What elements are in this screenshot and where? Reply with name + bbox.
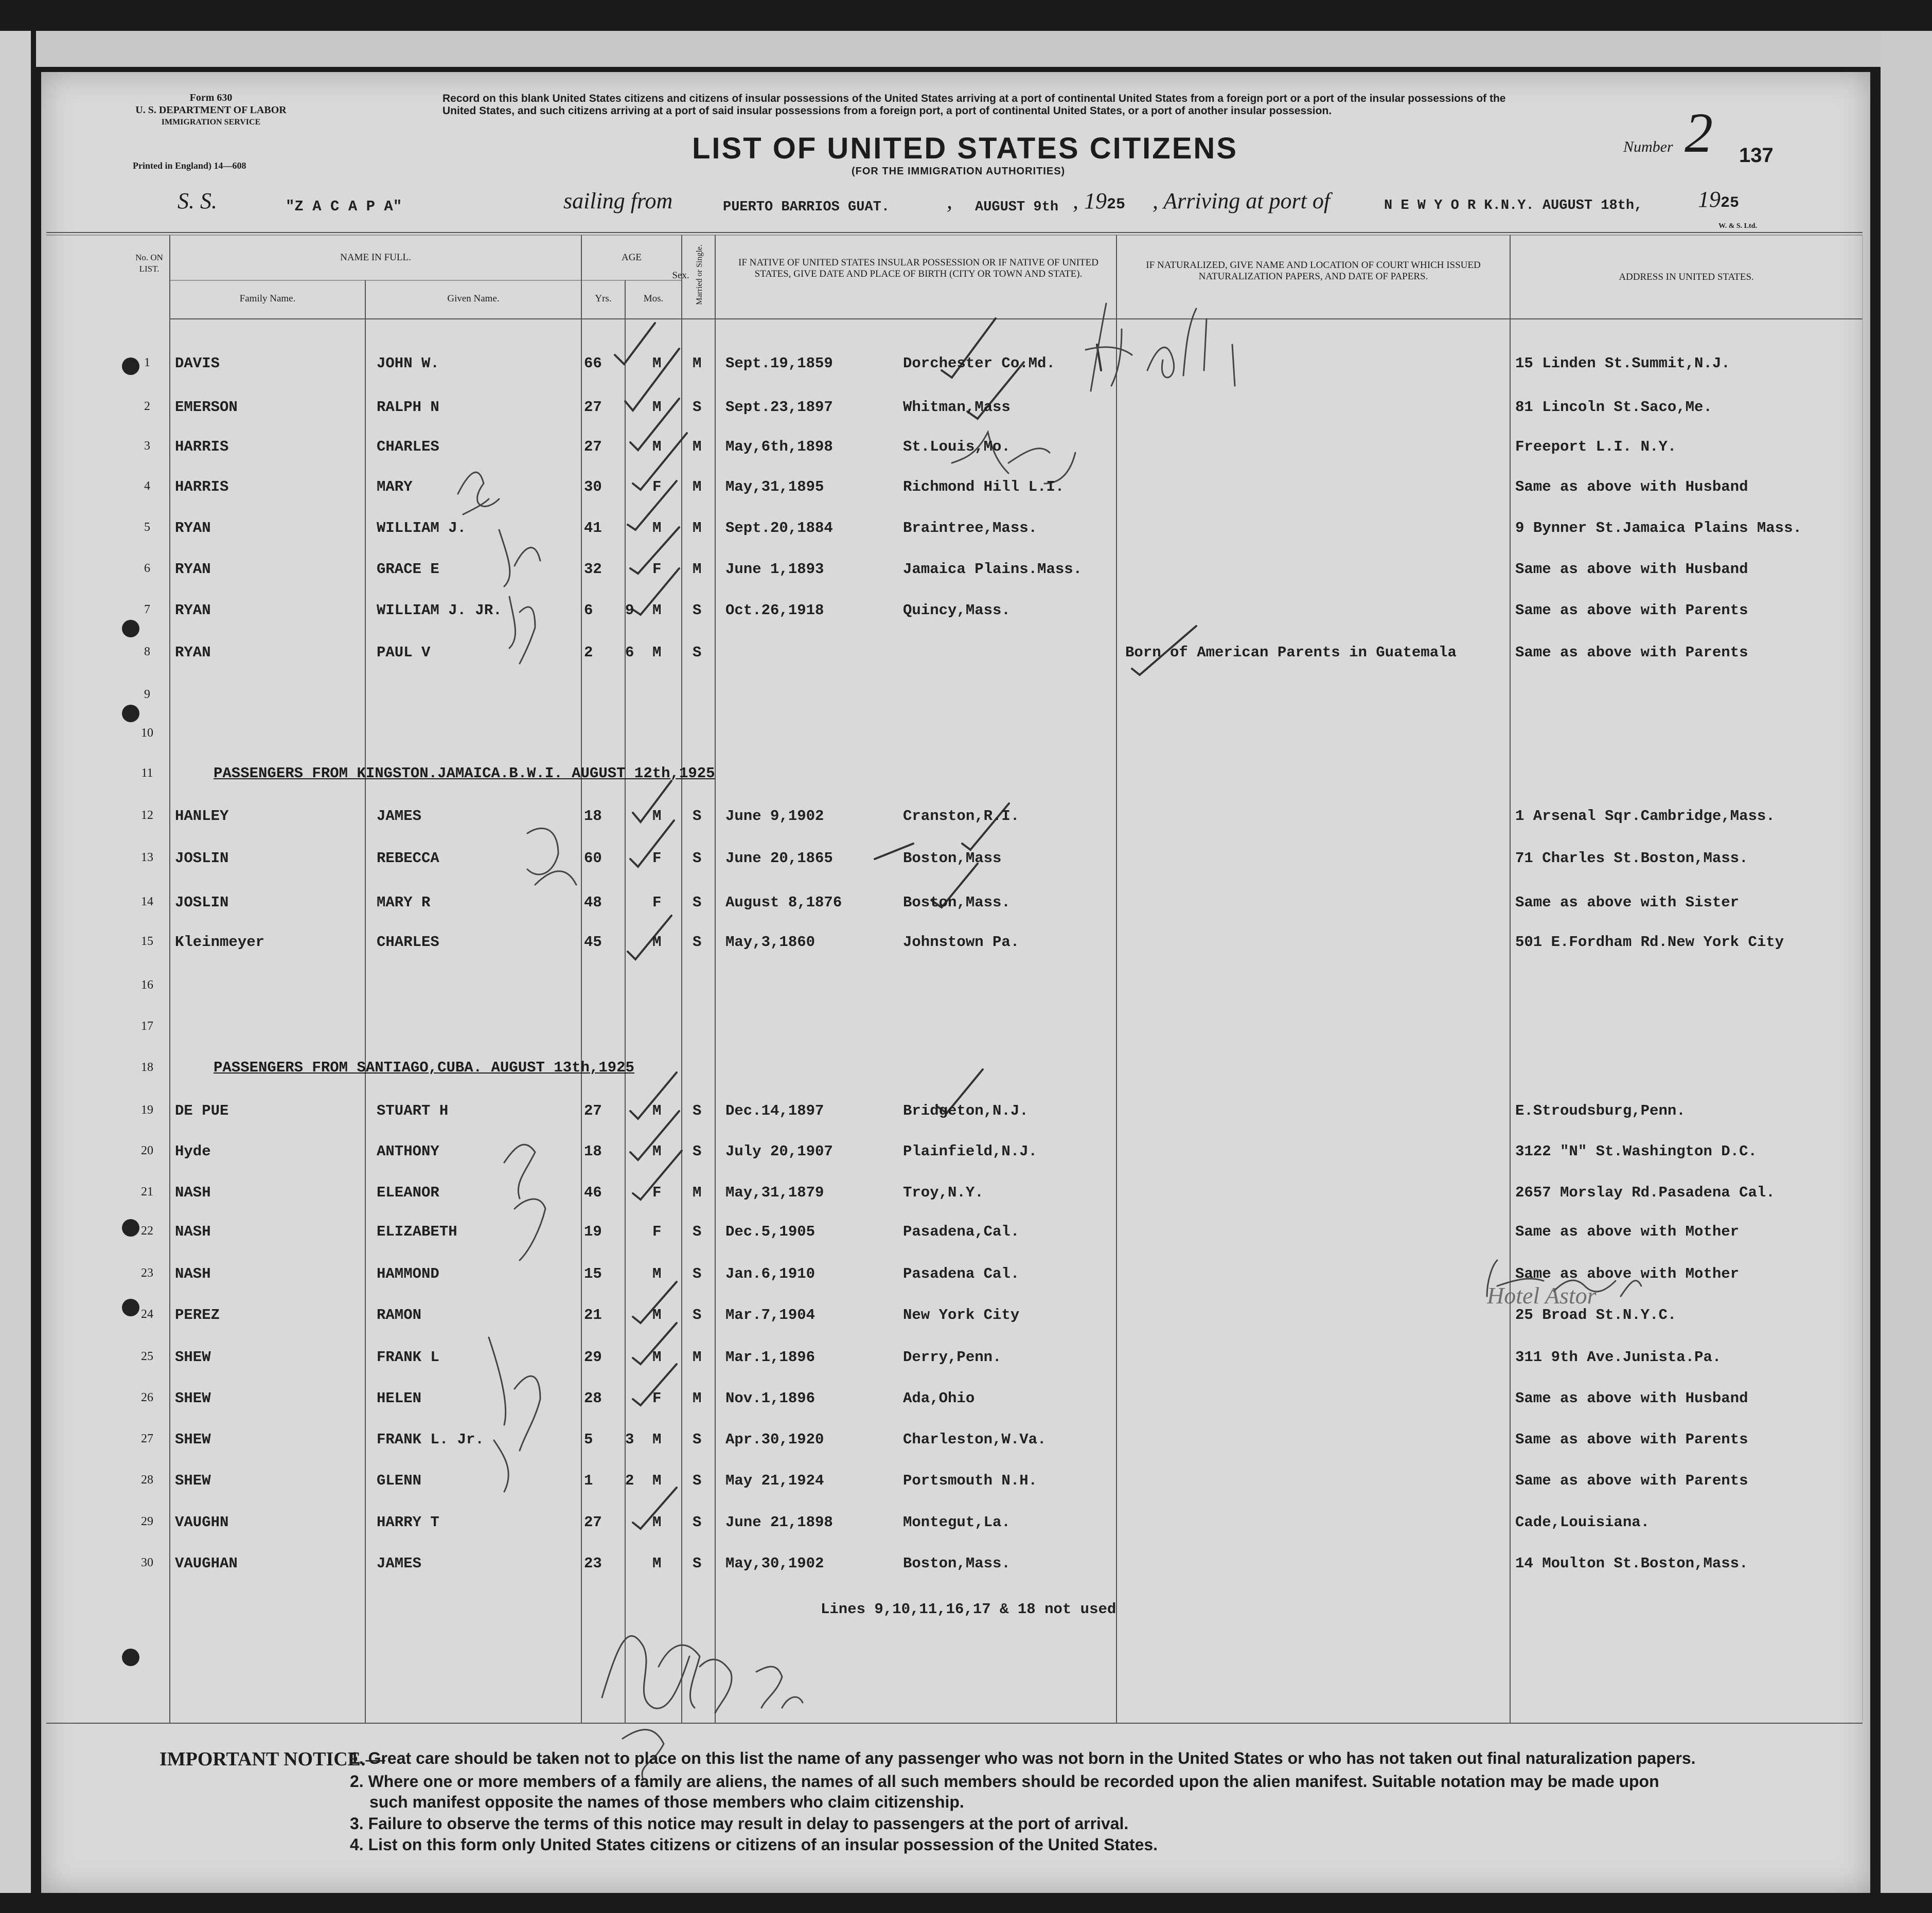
punch-hole (122, 620, 139, 637)
line-number: 13 (141, 851, 153, 864)
cell-family-name: SHEW (175, 1349, 211, 1366)
cell-birth-place: Ada,Ohio (903, 1390, 975, 1407)
punch-hole (122, 705, 139, 722)
line-number: 29 (141, 1515, 153, 1528)
cell-family-name: SHEW (175, 1472, 211, 1489)
cell-family-name: RYAN (175, 644, 211, 661)
cell-age-years: 41 (584, 520, 602, 537)
cell-birth-date: Dec.5,1905 (725, 1223, 816, 1240)
cell-age-years: 60 (584, 850, 602, 867)
cell-sex: M (652, 1265, 662, 1282)
cell-given-name: MARY (377, 478, 413, 495)
cell-age-months: 3 (625, 1431, 634, 1448)
cell-family-name: Hyde (175, 1143, 211, 1160)
cell-age-months: 2 (625, 1472, 634, 1489)
line-number: 27 (141, 1432, 153, 1445)
cell-given-name: ANTHONY (377, 1143, 439, 1160)
line-number: 22 (141, 1224, 153, 1238)
cell-birth-place: Quincy,Mass. (903, 602, 1011, 619)
printer-mark: W. & S. Ltd. (1718, 222, 1757, 230)
cell-address: Same as above with Husband (1515, 561, 1748, 578)
cell-age-years: 2 (584, 644, 593, 661)
cell-sex: M (652, 602, 662, 619)
cell-marital-status: M (693, 1390, 702, 1407)
cell-birth-place: Johnstown Pa. (903, 934, 1020, 951)
punch-hole (122, 1649, 139, 1666)
line-number: 25 (141, 1350, 153, 1363)
cell-address: Same as above with Mother (1515, 1223, 1740, 1240)
adjacent-page-right (1881, 31, 1932, 1893)
cell-sex: M (652, 520, 662, 537)
ship-name: "Z A C A P A" (286, 198, 402, 215)
section-kingston: PASSENGERS FROM KINGSTON.JAMAICA.B.W.I. AUGUST 12th,1925 (214, 765, 715, 782)
cell-sex: M (652, 355, 662, 372)
line-number: 17 (141, 1020, 153, 1033)
cell-sex: M (652, 1349, 662, 1366)
cell-marital-status: M (693, 561, 702, 578)
cell-birth-place: Montegut,La. (903, 1514, 1011, 1531)
line-number: 4 (144, 479, 150, 493)
cell-family-name: HARRIS (175, 438, 229, 455)
cell-family-name: JOSLIN (175, 850, 229, 867)
cell-birth-place: Derry,Penn. (903, 1349, 1002, 1366)
line-number: 18 (141, 1061, 153, 1074)
cell-sex: M (652, 1472, 662, 1489)
col-native: IF NATIVE OF UNITED STATES INSULAR POSSESSION OR IF NATIVE OF UNITED STATES, GIVE DATE AND PLACE OF BIRTH (CITY OR TOWN AND STATE). (738, 257, 1098, 279)
arriving-label: , Arriving at port of (1153, 188, 1331, 213)
ss-label: S. S. (178, 188, 217, 213)
form-info (129, 92, 293, 129)
cell-given-name: ELEANOR (377, 1184, 439, 1201)
cell-age-years: 23 (584, 1555, 602, 1572)
line-number: 16 (141, 978, 153, 992)
col-married: Married or Single. (695, 244, 704, 305)
cell-family-name: HARRIS (175, 478, 229, 495)
line-number: 23 (141, 1266, 153, 1280)
line-number: 20 (141, 1144, 153, 1157)
cell-address: 311 9th Ave.Junista.Pa. (1515, 1349, 1722, 1366)
cell-given-name: PAUL V (377, 644, 431, 661)
cell-marital-status: S (693, 1472, 702, 1489)
cell-age-years: 27 (584, 1514, 602, 1531)
cell-birth-date: May,6th,1898 (725, 438, 833, 455)
cell-family-name: RYAN (175, 561, 211, 578)
cell-address: 3122 "N" St.Washington D.C. (1515, 1143, 1757, 1160)
notice-item-4: 4. List on this form only United States citizens or citizens of an insular possession of the United States. (350, 1835, 1158, 1854)
cell-birth-place: Boston,Mass. (903, 894, 1011, 911)
cell-age-years: 45 (584, 934, 602, 951)
cell-birth-date: Sept.20,1884 (725, 520, 833, 537)
cell-sex: M (652, 1102, 662, 1119)
cell-address: 501 E.Fordham Rd.New York City (1515, 934, 1784, 951)
cell-given-name: CHARLES (377, 934, 439, 951)
cell-marital-status: S (693, 1102, 702, 1119)
cell-address: 25 Broad St.N.Y.C. (1515, 1307, 1677, 1324)
cell-address: 71 Charles St.Boston,Mass. (1515, 850, 1748, 867)
cell-given-name: JAMES (377, 808, 422, 825)
cell-naturalization: Born of American Parents in Guatemala (1125, 644, 1457, 661)
cell-birth-date: May 21,1924 (725, 1472, 824, 1489)
cell-sex: M (652, 644, 662, 661)
cell-family-name: SHEW (175, 1431, 211, 1448)
line-number: 26 (141, 1391, 153, 1404)
cell-sex: M (652, 399, 662, 416)
cell-age-years: 30 (584, 478, 602, 495)
col-naturalized: IF NATURALIZED, GIVE NAME AND LOCATION OF COURT WHICH ISSUED NATURALIZATION PAPERS, AND DATE OF PAPERS. (1146, 260, 1481, 282)
cell-age-years: 48 (584, 894, 602, 911)
col-address: ADDRESS IN UNITED STATES. (1619, 272, 1754, 282)
cell-marital-status: M (693, 1184, 702, 1201)
col-no: No. ON LIST. (135, 253, 163, 274)
cell-marital-status: M (693, 438, 702, 455)
cell-given-name: JOHN W. (377, 355, 439, 372)
cell-birth-date: June 20,1865 (725, 850, 833, 867)
cell-birth-date: July 20,1907 (725, 1143, 833, 1160)
number-value: 2 (1685, 101, 1713, 164)
record-instructions: Record on this blank United States citizens and citizens of insular possessions of the United States arriving at a port of continental United States from a foreign port or a port of the insular possessions of the United States, and such citizens arriving at a port of said insular possessions from a foreign port, a port of continental United States, or a port of another insular possession. (442, 93, 1506, 117)
cell-family-name: RYAN (175, 602, 211, 619)
cell-family-name: DAVIS (175, 355, 220, 372)
cell-address: Cade,Louisiana. (1515, 1514, 1650, 1531)
cell-birth-place: Plainfield,N.J. (903, 1143, 1038, 1160)
cell-given-name: STUART H (377, 1102, 449, 1119)
year-one-suffix: 25 (1107, 196, 1126, 213)
line-number: 15 (141, 935, 153, 948)
line-number: 10 (141, 726, 153, 740)
cell-marital-status: S (693, 1223, 702, 1240)
cell-birth-place: Cranston,R.I. (903, 808, 1020, 825)
cell-given-name: RAMON (377, 1307, 422, 1324)
cell-sex: M (652, 1431, 662, 1448)
cell-marital-status: S (693, 602, 702, 619)
cell-age-months: 9 (625, 602, 634, 619)
sail-date: AUGUST 9th (975, 200, 1059, 215)
cell-given-name: WILLIAM J. JR. (377, 602, 502, 619)
cell-age-years: 18 (584, 1143, 602, 1160)
cell-age-years: 5 (584, 1431, 593, 1448)
cell-birth-place: Whitman,Mass (903, 399, 1011, 416)
cell-given-name: HELEN (377, 1390, 422, 1407)
cell-address: Same as above with Parents (1515, 602, 1748, 619)
page-number: 137 (1739, 144, 1774, 167)
cell-age-months: 6 (625, 644, 634, 661)
cell-sex: M (652, 934, 662, 951)
cell-sex: M (652, 1143, 662, 1160)
cell-family-name: EMERSON (175, 399, 238, 416)
cell-age-years: 15 (584, 1265, 602, 1282)
line-number: 21 (141, 1185, 153, 1199)
line-number: 3 (144, 439, 150, 453)
cell-birth-place: Dorchester Co.Md. (903, 355, 1055, 372)
cell-age-years: 6 (584, 602, 593, 619)
cell-address: Same as above with Parents (1515, 1431, 1748, 1448)
line-number: 11 (141, 766, 153, 780)
cell-sex: M (652, 808, 662, 825)
cell-birth-place: Troy,N.Y. (903, 1184, 984, 1201)
cell-birth-date: Dec.14,1897 (725, 1102, 824, 1119)
cell-address: Freeport L.I. N.Y. (1515, 438, 1677, 455)
cell-address: Same as above with Sister (1515, 894, 1740, 911)
cell-sex: F (652, 561, 662, 578)
cell-birth-date: May,31,1895 (725, 478, 824, 495)
manifest-sheet (41, 72, 1870, 1893)
cell-family-name: DE PUE (175, 1102, 229, 1119)
cell-birth-date: Mar.7,1904 (725, 1307, 816, 1324)
arrival-port: N E W Y O R K.N.Y. AUGUST 18th, (1384, 198, 1643, 213)
cell-marital-status: S (693, 934, 702, 951)
col-yrs: Yrs. (595, 293, 612, 304)
cell-birth-date: May,31,1879 (725, 1184, 824, 1201)
cell-birth-date: Sept.19,1859 (725, 355, 833, 372)
cell-marital-status: S (693, 1431, 702, 1448)
cell-birth-place: Portsmouth N.H. (903, 1472, 1038, 1489)
cell-family-name: VAUGHN (175, 1514, 229, 1531)
notice-item-2: 2. Where one or more members of a family are aliens, the names of all such members should be recorded upon the alien manifest. Suitable notation may be made upon (350, 1772, 1659, 1791)
cell-address: 14 Moulton St.Boston,Mass. (1515, 1555, 1748, 1572)
cell-age-years: 27 (584, 1102, 602, 1119)
cell-birth-place: Pasadena Cal. (903, 1265, 1020, 1282)
sep-comma: , (947, 188, 952, 213)
cell-birth-place: Richmond Hill L.I. (903, 478, 1065, 495)
cell-family-name: NASH (175, 1223, 211, 1240)
col-family-name: Family Name. (239, 293, 296, 304)
cell-given-name: WILLIAM J. (377, 520, 467, 537)
printed-line: Printed in England) 14—608 (133, 160, 246, 171)
cell-birth-place: Braintree,Mass. (903, 520, 1038, 537)
lines-not-used-note: Lines 9,10,11,16,17 & 18 not used (821, 1601, 1116, 1618)
line-number: 6 (144, 562, 150, 575)
col-age: AGE (621, 252, 642, 263)
cell-family-name: VAUGHAN (175, 1555, 238, 1572)
cell-address: Same as above with Mother (1515, 1265, 1740, 1282)
cell-marital-status: S (693, 1514, 702, 1531)
cell-address: E.Stroudsburg,Penn. (1515, 1102, 1686, 1119)
cell-marital-status: M (693, 520, 702, 537)
cell-address: Same as above with Parents (1515, 644, 1748, 661)
cell-age-years: 46 (584, 1184, 602, 1201)
cell-birth-place: Boston,Mass. (903, 1555, 1011, 1572)
cell-age-years: 1 (584, 1472, 593, 1489)
cell-address: Same as above with Parents (1515, 1472, 1748, 1489)
adjacent-page-top (36, 31, 1899, 67)
cell-sex: F (652, 1390, 662, 1407)
cell-marital-status: S (693, 808, 702, 825)
cell-given-name: HARRY T (377, 1514, 439, 1531)
cell-age-years: 19 (584, 1223, 602, 1240)
cell-marital-status: S (693, 644, 702, 661)
cell-given-name: MARY R (377, 894, 431, 911)
cell-sex: F (652, 1223, 662, 1240)
line-number: 5 (144, 521, 150, 534)
cell-sex: M (652, 438, 662, 455)
cell-age-years: 18 (584, 808, 602, 825)
cell-marital-status: S (693, 1307, 702, 1324)
cell-family-name: PEREZ (175, 1307, 220, 1324)
line-number: 28 (141, 1473, 153, 1487)
notice-item-1: 1. Great care should be taken not to place on this list the name of any passenger who was not born in the United States or who has not taken out final naturalization papers. (350, 1749, 1696, 1767)
cell-birth-date: Sept.23,1897 (725, 399, 833, 416)
cell-birth-place: Charleston,W.Va. (903, 1431, 1047, 1448)
cell-marital-status: S (693, 1143, 702, 1160)
line-number: 2 (144, 400, 150, 413)
cell-marital-status: M (693, 355, 702, 372)
cell-address: 2657 Morslay Rd.Pasadena Cal. (1515, 1184, 1775, 1201)
cell-address: 1 Arsenal Sqr.Cambridge,Mass. (1515, 808, 1775, 825)
cell-birth-date: Oct.26,1918 (725, 602, 824, 619)
col-mos: Mos. (643, 293, 664, 304)
cell-family-name: NASH (175, 1265, 211, 1282)
cell-given-name: FRANK L. Jr. (377, 1431, 484, 1448)
cell-birth-place: St.Louis,Mo. (903, 438, 1011, 455)
cell-given-name: GLENN (377, 1472, 422, 1489)
cell-age-years: 27 (584, 438, 602, 455)
cell-birth-date: August 8,1876 (725, 894, 842, 911)
cell-given-name: ELIZABETH (377, 1223, 457, 1240)
sailing-label: sailing from (563, 188, 673, 213)
cell-family-name: NASH (175, 1184, 211, 1201)
cell-birth-place: New York City (903, 1307, 1020, 1324)
line-number: 19 (141, 1103, 153, 1117)
year-two-prefix: 19 (1698, 187, 1721, 212)
cell-marital-status: S (693, 850, 702, 867)
department: U. S. DEPARTMENT OF LABOR (135, 104, 287, 116)
form-number: Form 630 (189, 92, 233, 103)
document-title: LIST OF UNITED STATES CITIZENS (692, 132, 1238, 165)
year-one-prefix: , 19 (1073, 188, 1107, 213)
cell-given-name: HAMMOND (377, 1265, 439, 1282)
line-number: 12 (141, 809, 153, 822)
notice-item-3: 3. Failure to observe the terms of this notice may result in delay to passengers at the port of arrival. (350, 1814, 1129, 1833)
col-sex: Sex. (672, 270, 689, 281)
section-santiago: PASSENGERS FROM SANTIAGO,CUBA. AUGUST 13th,1925 (214, 1059, 634, 1076)
line-number: 9 (144, 688, 150, 701)
cell-given-name: RALPH N (377, 399, 439, 416)
cell-age-years: 27 (584, 399, 602, 416)
cell-given-name: CHARLES (377, 438, 439, 455)
line-number: 1 (144, 356, 150, 369)
cell-family-name: JOSLIN (175, 894, 229, 911)
year-one (1073, 188, 1125, 214)
hotel-annotation: Hotel Astor (1487, 1282, 1597, 1309)
cell-marital-status: S (693, 894, 702, 911)
cell-birth-date: Apr.30,1920 (725, 1431, 824, 1448)
col-name-in-full: NAME IN FULL. (340, 252, 411, 263)
cell-address: 81 Lincoln St.Saco,Me. (1515, 399, 1712, 416)
cell-marital-status: S (693, 399, 702, 416)
cell-given-name: FRANK L (377, 1349, 439, 1366)
cell-birth-date: May,30,1902 (725, 1555, 824, 1572)
cell-birth-date: May,3,1860 (725, 934, 816, 951)
cell-family-name: RYAN (175, 520, 211, 537)
cell-sex: M (652, 1307, 662, 1324)
cell-birth-date: Mar.1,1896 (725, 1349, 816, 1366)
number-label: Number (1623, 138, 1673, 155)
cell-birth-place: Jamaica Plains.Mass. (903, 561, 1083, 578)
cell-age-years: 28 (584, 1390, 602, 1407)
notice-heading: IMPORTANT NOTICE.— (159, 1748, 385, 1770)
cell-sex: F (652, 894, 662, 911)
line-number: 30 (141, 1556, 153, 1569)
line-number: 14 (141, 895, 153, 908)
year-two-suffix: 25 (1721, 194, 1740, 212)
cell-sex: F (652, 1184, 662, 1201)
cell-family-name: HANLEY (175, 808, 229, 825)
col-given-name: Given Name. (447, 293, 500, 304)
document-subtitle: (FOR THE IMMIGRATION AUTHORITIES) (852, 166, 1066, 177)
cell-marital-status: M (693, 1349, 702, 1366)
number-box (1623, 100, 1713, 166)
cell-marital-status: M (693, 478, 702, 495)
cell-birth-place: Boston,Mass (903, 850, 1002, 867)
cell-age-years: 29 (584, 1349, 602, 1366)
cell-given-name: REBECCA (377, 850, 439, 867)
adjacent-page-left (0, 31, 31, 1893)
cell-birth-date: Nov.1,1896 (725, 1390, 816, 1407)
service: IMMIGRATION SERVICE (161, 118, 261, 127)
from-port: PUERTO BARRIOS GUAT. (723, 200, 890, 215)
line-number: 7 (144, 603, 150, 616)
cell-family-name: Kleinmeyer (175, 934, 265, 951)
cell-address: 9 Bynner St.Jamaica Plains Mass. (1515, 520, 1802, 537)
notice-item-2-cont: such manifest opposite the names of those members who claim citizenship. (369, 1793, 964, 1811)
cell-address: 15 Linden St.Summit,N.J. (1515, 355, 1730, 372)
cell-marital-status: S (693, 1555, 702, 1572)
cell-birth-place: Pasadena,Cal. (903, 1223, 1020, 1240)
cell-sex: F (652, 478, 662, 495)
year-two (1698, 186, 1739, 212)
cell-age-years: 21 (584, 1307, 602, 1324)
cell-address: Same as above with Husband (1515, 478, 1748, 495)
line-number: 24 (141, 1308, 153, 1321)
cell-sex: M (652, 1555, 662, 1572)
cell-age-years: 32 (584, 561, 602, 578)
cell-sex: M (652, 1514, 662, 1531)
cell-birth-place: Bridgeton,N.J. (903, 1102, 1029, 1119)
cell-birth-date: June 21,1898 (725, 1514, 833, 1531)
cell-given-name: JAMES (377, 1555, 422, 1572)
cell-given-name: GRACE E (377, 561, 439, 578)
cell-birth-date: June 9,1902 (725, 808, 824, 825)
line-number: 8 (144, 645, 150, 658)
cell-birth-date: Jan.6,1910 (725, 1265, 816, 1282)
cell-sex: F (652, 850, 662, 867)
cell-address: Same as above with Husband (1515, 1390, 1748, 1407)
cell-marital-status: S (693, 1265, 702, 1282)
cell-age-years: 66 (584, 355, 602, 372)
cell-family-name: SHEW (175, 1390, 211, 1407)
voyage-line (178, 188, 217, 214)
cell-birth-date: June 1,1893 (725, 561, 824, 578)
